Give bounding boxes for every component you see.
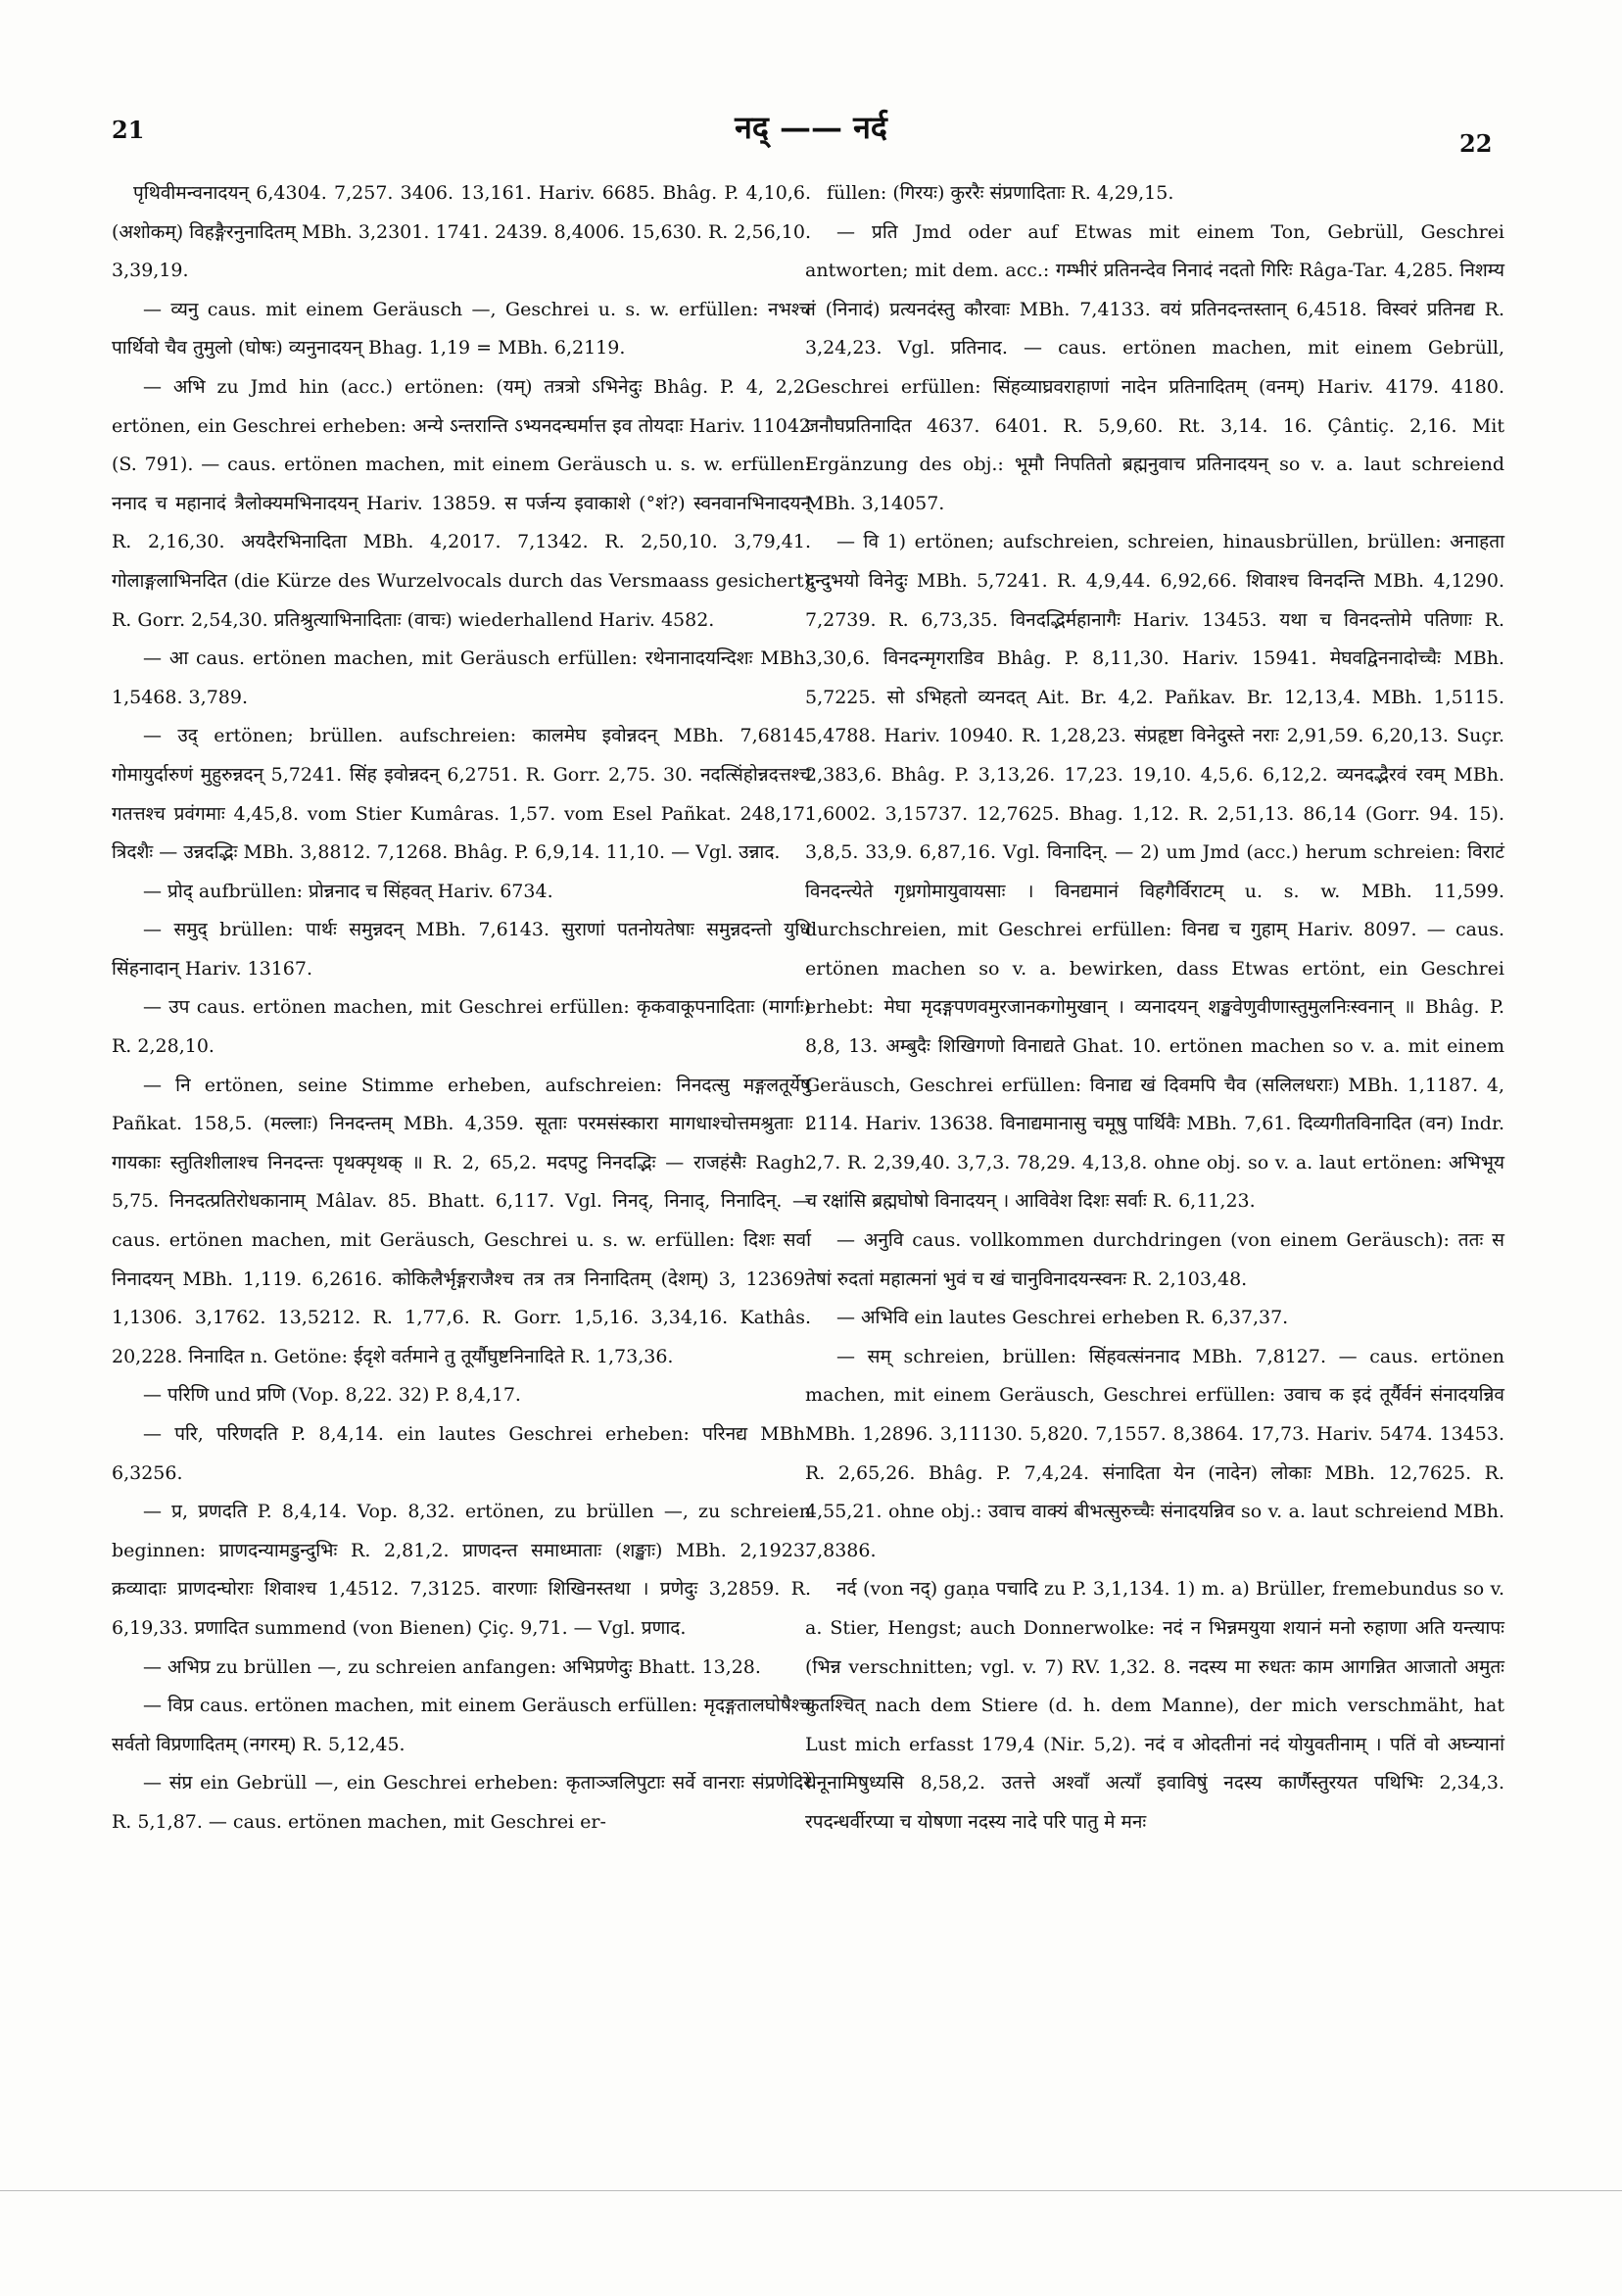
entry-paragraph: — व्यनु caus. mit einem Geräusch —, Geschrei u. s. w. erfüllen: नभश्च पार्थिवो चैव तुमुलो (घोषः) व्यनुनादयन् Bhag. 1,19 = MBh. 6,2119. bbox=[112, 298, 811, 359]
left-column bbox=[112, 174, 811, 1842]
entry-paragraph: — वि 1) ertönen; aufschreien, schreien, hinausbrüllen, brüllen: अनाहता दुन्दुभयो विनेदुः MBh. 5,7241. R. 4,9,44. 6,92,66. शिवाश्च विनदन्ति MBh. 4,1290. 7,2739. R. 6,73,35. विनदद्भिर्महानागैः Hariv. 13453. यथा च विनदन्तोमे पतिणाः R. 3,30,6. विनदन्मृगराडिव Bhâg. P. 8,11,30. Hariv. 15941. मेघवद्विननादोच्चैः MBh. 5,7225. सो ऽभिहतो व्यनदत् Ait. Br. 4,2. Pañkav. Br. 12,13,4. MBh. 1,5115. 5,4788. Hariv. 10940. R. 1,28,23. संप्रहृष्टा विनेदुस्ते नराः 2,91,59. 6,20,13. Suçr. 2,383,6. Bhâg. P. 3,13,26. 17,23. 19,10. 4,5,6. 6,12,2. व्यनदद्भैरवं रवम् MBh. 1,6002. 3,15737. 12,7625. Bhag. 1,12. R. 2,51,13. 86,14 (Gorr. 94. 15). 3,8,5. 33,9. 6,87,16. Vgl. विनादिन्. — 2) um Jmd (acc.) herum schreien: विराटं विनदन्त्येते गृध्रगोमायुवायसाः । विनद्यमानं विहगैर्विराटम् u. s. w. MBh. 11,599. durchschreien, mit Geschrei erfüllen: विनद्य च गुहाम् Hariv. 8097. — caus. ertönen machen so v. a. bewirken, dass Etwas ertönt, ein Geschrei erhebt: मेघा मृदङ्गपणवमुरजानकगोमुखान् । व्यनादयन् शङ्खवेणुवीणास्तुमुलनिःस्वनान् ॥ Bhâg. P. 8,8, 13. अम्बुदैः शिखिगणो विनाद्यते Ghat. 10. ertönen machen so v. a. mit einem Geräusch, Geschrei erfüllen: विनाद्य खं दिवमपि चैव (सलिलधराः) MBh. 1,1187. 4, 2114. Hariv. 13638. विनाद्यमानासु चमूषु पार्थिवैः MBh. 7,61. दिव्यगीतविनादित (वन) Indr. 2,7. R. 2,39,40. 3,7,3. 78,29. 4,13,8. ohne obj. so v. a. laut ertönen: अभिभूय च रक्षांसि ब्रह्मघोषो विनादयन् । आविवेश दिशः सर्वाः R. 6,11,23. bbox=[805, 531, 1504, 1213]
entry-paragraph: — अनुवि caus. vollkommen durchdringen (von einem Geräusch): ततः स तेषां रुदतां महात्मनां भुवं च खं चानुविनादयन्स्वनः R. 2,103,48. bbox=[805, 1229, 1504, 1290]
entry-paragraph: — प्र, प्रणदति P. 8,4,14. Vop. 8,32. ertönen, zu brüllen —, zu schreien beginnen: प्राणदन्यामडुन्दुभिः R. 2,81,2. प्राणदन्त समाध्माताः (शङ्खाः) MBh. 2,1923. क्रव्यादाः प्राणदन्घोराः शिवाश्च 1,4512. 7,3125. वारणाः शिखिनस्तथा । प्रणेदुः 3,2859. R. 6,19,33. प्रणादित summend (von Bienen) Çiç. 9,71. — Vgl. प्रणाद. bbox=[112, 1501, 811, 1639]
entry-paragraph: — परिणि und प्रणि (Vop. 8,22. 32) P. 8,4,17. bbox=[143, 1384, 521, 1407]
entry-paragraph: — प्रति Jmd oder auf Etwas mit einem Ton, Gebrüll, Geschrei antworten; mit dem. acc.: गम्भीरं प्रतिनन्देव निनादं नदतो गिरिः Râga-Tar. 4,285. निशम्य तं (निनादं) प्रत्यनदंस्तु कौरवाः MBh. 7,4133. वयं प्रतिनदन्तस्तान् 6,4518. विस्वरं प्रतिनद्य R. 3,24,23. Vgl. प्रतिनाद. — caus. ertönen machen, mit einem Gebrüll, Geschrei erfüllen: सिंहव्याघ्रवराहाणां नादेन प्रतिनादितम् (वनम्) Hariv. 4179. 4180. जनौघप्रतिनादित 4637. 6401. R. 5,9,60. Rt. 3,14. 16. Çântiç. 2,16. Mit Ergänzung des obj.: भूमौ निपतितो ब्रह्मनुवाच प्रतिनादयन् so v. a. laut schreiend MBh. 3,14057. bbox=[805, 220, 1504, 514]
entry-paragraph: — संप्र ein Gebrüll —, ein Geschrei erheben: कृताञ्जलिपुटाः सर्वे वानराः संप्रणेदिरे R. 5,1,87. — caus. ertönen machen, mit Geschrei er- bbox=[112, 1772, 811, 1833]
page-number-right: 22 bbox=[1459, 129, 1493, 158]
entry-paragraph: — समुद् brüllen: पार्थः समुन्नदन् MBh. 7,6143. सुराणां पतनोयतेषाः समुन्नदन्तो युधि सिंहनादान् Hariv. 13167. bbox=[112, 919, 811, 980]
entry-paragraph: — आ caus. ertönen machen, mit Geräusch erfüllen: रथेनानादयन्दिशः MBh. 1,5468. 3,789. bbox=[112, 647, 811, 708]
entry-paragraph: — परि, परिणदति P. 8,4,14. ein lautes Geschrei erheben: परिनद्य MBh. 6,3256. bbox=[112, 1423, 811, 1484]
entry-paragraph: — नि ertönen, seine Stimme erheben, aufschreien: निनदत्सु मङ्गलतूर्येषु Pañkat. 158,5. (मल्लाः) निनदन्तम् MBh. 4,359. सूताः परमसंस्कारा मागधाश्चोत्तमश्रुताः । गायकाः स्तुतिशीलाश्च निनदन्तः पृथक्पृथक् ॥ R. 2, 65,2. मदपटु निनदद्भिः — राजहंसैः Ragh. 5,75. निनदत्प्रतिरोधकानाम् Mâlav. 85. Bhatt. 6,117. Vgl. निनद्, निनाद्, निनादिन्. — caus. ertönen machen, mit Geräusch, Geschrei u. s. w. erfüllen: दिशः सर्वा निनादयन् MBh. 1,119. 6,2616. कोकिलैर्भृङ्गराजैश्च तत्र तत्र निनादितम् (देशम्) 3, 12369. 1,1306. 3,1762. 13,5212. R. 1,77,6. R. Gorr. 1,5,16. 3,34,16. Kathâs. 20,228. निनादित n. Getöne: ईदृशे वर्तमाने तु तूर्यौघुष्टनिनादिते R. 1,73,36. bbox=[112, 1074, 811, 1367]
entry-paragraph: — उद् ertönen; brüllen. aufschreien: कालमेघ इवोन्नदन् MBh. 7,6814. गोमायुर्दारुणं मुहुरुन्नदन् 5,7241. सिंह इवोन्नदन् 6,2751. R. Gorr. 2,75. 30. नदत्सिंहोन्नदत्तश्च गतत्तश्च प्रवंगमाः 4,45,8. vom Stier Kumâras. 1,57. vom Esel Pañkat. 248,17. त्रिदशैः — उन्नदद्भिः MBh. 3,8812. 7,1268. Bhâg. P. 6,9,14. 11,10. — Vgl. उन्नाद. bbox=[112, 725, 811, 864]
entry-paragraph: — अभि zu Jmd hin (acc.) ertönen: (यम्) तत्रत्रो ऽभिनेदुः Bhâg. P. 4, 2,2. ertönen, ein Geschrei erheben: अन्ये ऽन्तरान्ति ऽभ्यनदन्घर्मात्त इव तोयदाः Hariv. 11042 (S. 791). — caus. ertönen machen, mit einem Geräusch u. s. w. erfüllen: ननाद च महानादं त्रैलोक्यमभिनादयन् Hariv. 13859. स पर्जन्य इवाकाशे (°शं?) स्वनवानभिनादयन् R. 2,16,30. अयदैरभिनादिता MBh. 4,2017. 7,1342. R. 2,50,10. 3,79,41. गोलाङ्गलाभिनदित (die Kürze des Wurzelvocals durch das Versmaass gesichert) R. Gorr. 2,54,30. प्रतिश्रुत्याभिनादिताः (वाचः) wiederhallend Hariv. 4582. bbox=[112, 375, 811, 631]
running-head: नद् —— नर्द bbox=[735, 109, 887, 146]
entry-paragraph: — प्रोद् aufbrüllen: प्रोन्ननाद च सिंहवत् Hariv. 6734. bbox=[143, 880, 553, 902]
entry-paragraph: füllen: (गिरयः) कुररैः संप्रणादिताः R. 4,29,15. bbox=[827, 182, 1174, 204]
right-column bbox=[805, 174, 1504, 1842]
lemma-entry-nard: नर्द (von नद्) gaṇa पचादि zu P. 3,1,134. 1) m. a) Brüller, fremebundus so v. a. Stier, Hengst; auch Donnerwolke: नदं न भिन्नमयुया शयानं मनो रुहाणा अति यन्त्यापः (भिन्न verschnitten; vgl. v. 7) RV. 1,32. 8. नदस्य मा रुधतः काम आगन्नित आजातो अमुतः कुतश्चित् nach dem Stiere (d. h. dem Manne), der mich verschmäht, hat Lust mich erfasst 179,4 (Nir. 5,2). नदं व ओदतीनां नदं योयुवतीनाम् । पतिं वो अघ्न्यानां धेनूनामिषुध्यसि 8,58,2. उतत्ते अश्वाँ अत्याँ इवाविषुं नदस्य कार्णैस्तुरयत पथिभिः 2,34,3. रपदन्धर्वीरप्या च योषणा नदस्य नादे परि पातु मे मनः bbox=[805, 1578, 1504, 1833]
entry-paragraph: — विप्र caus. ertönen machen, mit einem Geräusch erfüllen: मृदङ्गतालघोषैश्च सर्वतो विप्रणादितम् (नगरम्) R. 5,12,45. bbox=[112, 1695, 811, 1755]
page-number-left: 21 bbox=[112, 116, 145, 144]
entry-paragraph: — सम् schreien, brüllen: सिंहवत्संननाद MBh. 7,8127. — caus. ertönen machen, mit einem Geräusch, Geschrei erfüllen: उवाच क इदं तूर्यैर्वनं संनादयन्निव MBh. 1,2896. 3,11130. 5,820. 7,1557. 8,3864. 17,73. Hariv. 5474. 13453. R. 2,65,26. Bhâg. P. 7,4,24. संनादिता येन (नादेन) लोकाः MBh. 12,7625. R. 4,55,21. ohne obj.: उवाच वाक्यं बीभत्सुरुच्चैः संनादयन्निव so v. a. laut schreiend MBh. 7,8386. bbox=[805, 1345, 1504, 1561]
entry-paragraph: पृथिवीमन्वनादयन् 6,4304. 7,257. 3406. 13,161. Hariv. 6685. Bhâg. P. 4,10,6. (अशोकम्) विहङ्गैरनुनादितम् MBh. 3,2301. 1741. 2439. 8,4006. 15,630. R. 2,56,10. 3,39,19. bbox=[112, 182, 811, 282]
bottom-rule bbox=[0, 2190, 1622, 2191]
entry-paragraph: — उप caus. ertönen machen, mit Geschrei erfüllen: कृकवाकूपनादिताः (मार्गाः) R. 2,28,10. bbox=[112, 996, 811, 1058]
entry-paragraph: — अभिवि ein lautes Geschrei erheben R. 6,37,37. bbox=[836, 1307, 1289, 1329]
entry-paragraph: — अभिप्र zu brüllen —, zu schreien anfangen: अभिप्रणेदुः Bhatt. 13,28. bbox=[143, 1655, 761, 1678]
